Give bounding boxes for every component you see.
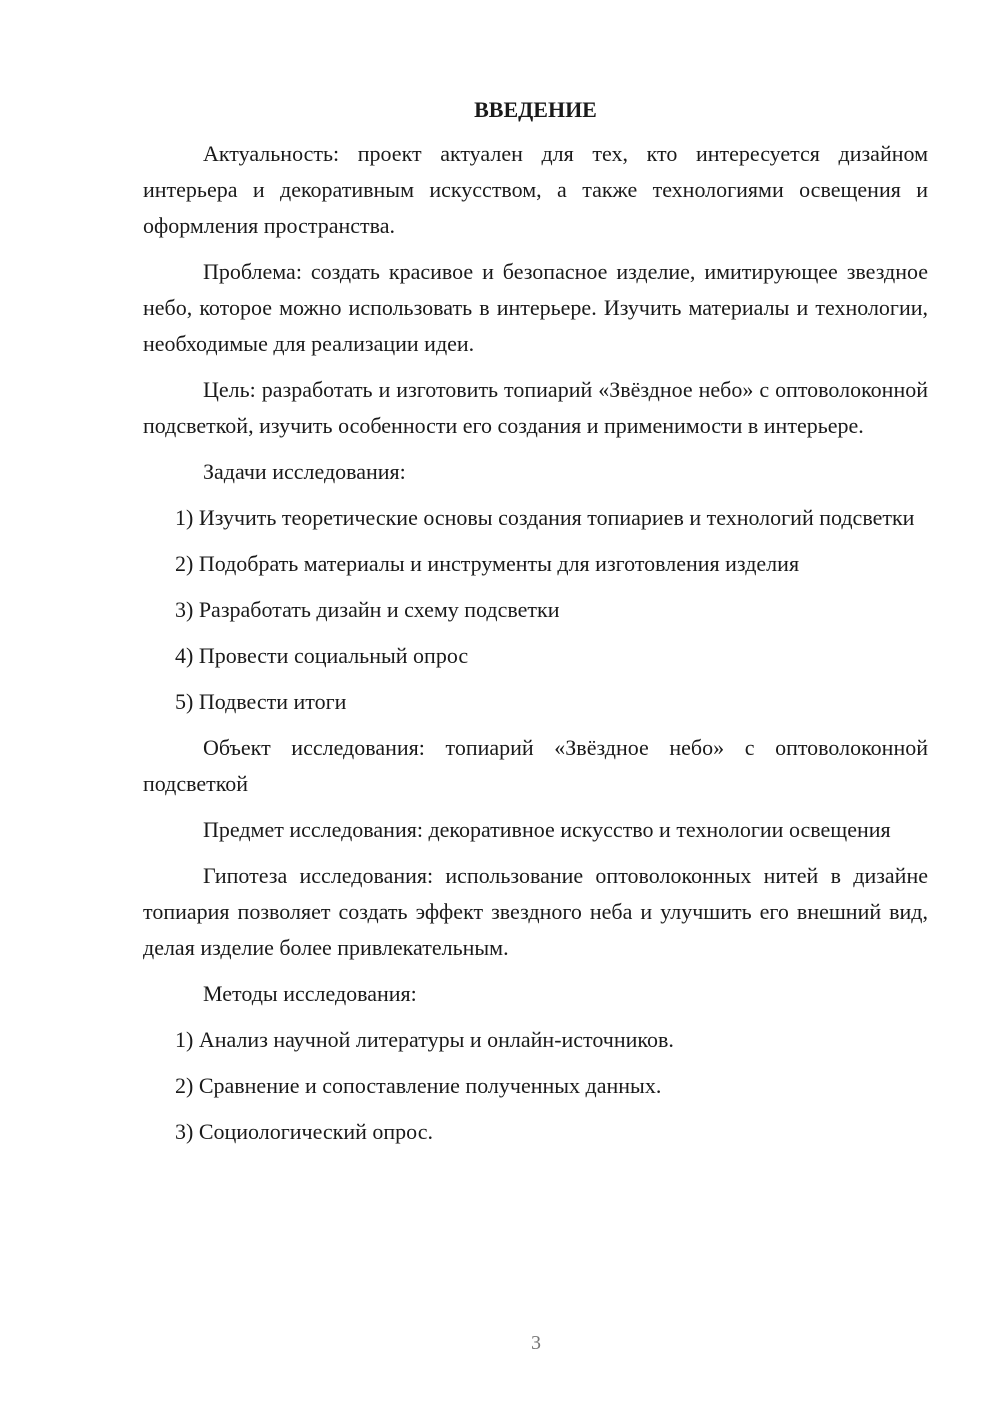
task-item: 3) Разработать дизайн и схему подсветки (175, 597, 560, 622)
page-number: 3 (531, 1332, 541, 1354)
page-title: ВВЕДЕНИЕ (474, 97, 597, 122)
relevance-paragraph: Актуальность: проект актуален для тех, кто интересуется дизайном интерьера и декоративным искусством, а также технологиями освещения и оформления пространства. (143, 141, 928, 238)
task-item: 4) Провести социальный опрос (175, 643, 469, 668)
task-item: 5) Подвести итоги (175, 689, 347, 714)
task-item: 2) Подобрать материалы и инструменты для изготовления изделия (175, 551, 800, 576)
hypothesis-paragraph: Гипотеза исследования: использование оптоволоконных нитей в дизайне топиария позволяет создать эффект звездного неба и улучшить его внешний вид, делая изделие более привлекательным. (143, 863, 928, 960)
methods-list (143, 1022, 928, 1150)
task-item: 1) Изучить теоретические основы создания топиариев и технологий подсветки (175, 505, 915, 530)
subject-paragraph: Предмет исследования: декоративное искусство и технологии освещения (203, 817, 891, 842)
tasks-heading: Задачи исследования: (203, 459, 406, 484)
tasks-list (143, 500, 928, 720)
method-item: 2) Сравнение и сопоставление полученных данных. (175, 1073, 662, 1098)
goal-paragraph: Цель: разработать и изготовить топиарий «Звёздное небо» с оптоволоконной подсветкой, изучить особенности его создания и применимости в интерьере. (143, 377, 928, 438)
problem-paragraph: Проблема: создать красивое и безопасное изделие, имитирующее звездное небо, которое можно использовать в интерьере. Изучить материалы и технологии, необходимые для реализации идеи. (143, 259, 928, 356)
methods-heading: Методы исследования: (203, 981, 417, 1006)
page-content (143, 92, 928, 1160)
method-item: 1) Анализ научной литературы и онлайн-источников. (175, 1027, 674, 1052)
method-item: 3) Социологический опрос. (175, 1119, 433, 1144)
object-paragraph: Объект исследования: топиарий «Звёздное небо» с оптоволоконной подсветкой (143, 735, 928, 796)
